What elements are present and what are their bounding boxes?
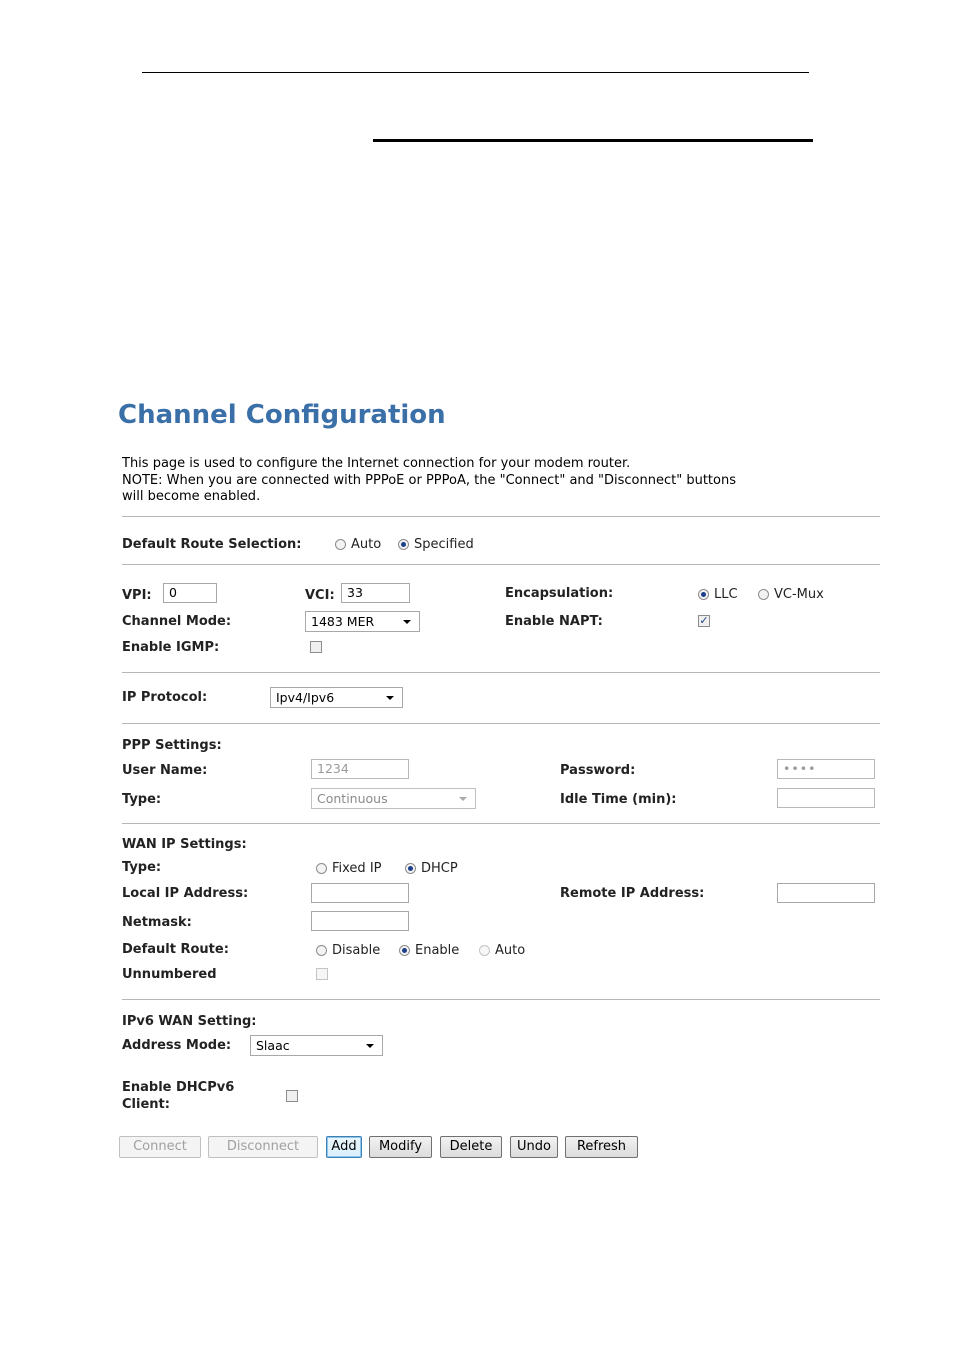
wan-default-route-enable-label: Enable [415,943,460,958]
delete-button[interactable]: Delete [440,1136,502,1158]
divider [122,999,880,1000]
enable-napt-label: Enable NAPT: [505,614,603,629]
encapsulation-vcmux-label: VC-Mux [774,587,824,602]
header-rule-thick [373,139,813,142]
wan-default-route-auto-radio[interactable] [479,945,490,956]
address-mode-select[interactable] [250,1035,383,1056]
chevron-down-icon [366,1044,374,1048]
ppp-password-label: Password: [560,763,636,778]
ip-protocol-label: IP Protocol: [122,690,208,705]
unnumbered-checkbox[interactable] [316,968,328,980]
encapsulation-vcmux-radio[interactable] [758,589,769,600]
modify-button[interactable]: Modify [369,1136,432,1158]
encapsulation-label: Encapsulation: [505,586,614,601]
wan-ip-fixed-radio[interactable] [316,863,327,874]
header-rule [142,72,809,73]
wan-default-route-disable-label: Disable [332,943,381,958]
ppp-username-label: User Name: [122,763,208,778]
disconnect-button[interactable]: Disconnect [208,1136,318,1158]
divider [122,823,880,824]
description-line: NOTE: When you are connected with PPPoE or PPPoA, the "Connect" and "Disconnect" buttons [122,472,736,488]
wan-ip-fixed-label: Fixed IP [332,861,382,876]
encapsulation-llc-label: LLC [714,587,738,602]
chevron-down-icon [403,620,411,624]
ppp-type-label: Type: [122,792,162,807]
default-route-auto-radio[interactable] [335,539,346,550]
ppp-type-value: Continuous [317,791,388,806]
wan-ip-settings-heading: WAN IP Settings: [122,837,247,852]
add-button[interactable]: Add [326,1136,362,1158]
channel-mode-select[interactable] [305,611,420,632]
divider [122,672,880,673]
vpi-input[interactable]: 0 [163,583,217,603]
divider [122,516,880,517]
description-line: This page is used to configure the Internet connection for your modem router. [122,456,631,471]
ppp-password-input[interactable]: •••• [777,759,875,779]
wan-default-route-disable-radio[interactable] [316,945,327,956]
address-mode-value: Slaac [256,1038,290,1053]
divider [122,564,880,565]
unnumbered-label: Unnumbered [122,967,217,982]
enable-dhcpv6-label: Enable DHCPv6 [122,1080,235,1095]
default-route-specified-radio[interactable] [398,539,409,550]
channel-mode-value: 1483 MER [311,614,375,629]
local-ip-input[interactable] [311,883,409,903]
ipv6-wan-heading: IPv6 WAN Setting: [122,1014,257,1029]
wan-ip-type-label: Type: [122,860,162,875]
default-route-auto-label: Auto [351,537,382,552]
channel-mode-label: Channel Mode: [122,614,232,629]
enable-napt-checkbox[interactable]: ✓ [699,614,709,627]
idle-time-label: Idle Time (min): [560,792,677,807]
vpi-label: VPI: [122,588,152,603]
undo-button[interactable]: Undo [510,1136,558,1158]
wan-default-route-enable-radio[interactable] [399,945,410,956]
ip-protocol-value: Ipv4/Ipv6 [276,690,335,705]
default-route-selection-label: Default Route Selection: [122,537,302,552]
wan-default-route-label: Default Route: [122,942,229,957]
connect-button[interactable]: Connect [119,1136,201,1158]
description-line: will become enabled. [122,489,261,504]
vci-input[interactable]: 33 [341,583,410,603]
netmask-input[interactable] [311,911,409,931]
wan-ip-dhcp-radio[interactable] [405,863,416,874]
wan-ip-dhcp-label: DHCP [421,861,458,876]
local-ip-label: Local IP Address: [122,886,249,901]
ppp-type-select[interactable] [311,788,476,809]
refresh-button[interactable]: Refresh [565,1136,638,1158]
page-title: Channel Configuration [118,400,446,430]
idle-time-input[interactable] [777,788,875,808]
address-mode-label: Address Mode: [122,1038,232,1053]
ppp-username-input[interactable]: 1234 [311,759,409,779]
divider [122,723,880,724]
chevron-down-icon [386,696,394,700]
remote-ip-label: Remote IP Address: [560,886,705,901]
enable-dhcpv6-label-client: Client: [122,1097,170,1112]
enable-igmp-checkbox[interactable] [310,641,322,653]
ip-protocol-select[interactable] [270,687,403,708]
chevron-down-icon [459,797,467,801]
enable-dhcpv6-checkbox[interactable] [286,1090,298,1102]
wan-default-route-auto-label: Auto [495,943,526,958]
netmask-label: Netmask: [122,915,192,930]
encapsulation-llc-radio[interactable] [698,589,709,600]
page-description [122,456,822,506]
ppp-settings-heading: PPP Settings: [122,738,222,753]
enable-igmp-label: Enable IGMP: [122,640,220,655]
remote-ip-input[interactable] [777,883,875,903]
vci-label: VCI: [305,588,335,603]
default-route-specified-label: Specified [414,537,474,552]
